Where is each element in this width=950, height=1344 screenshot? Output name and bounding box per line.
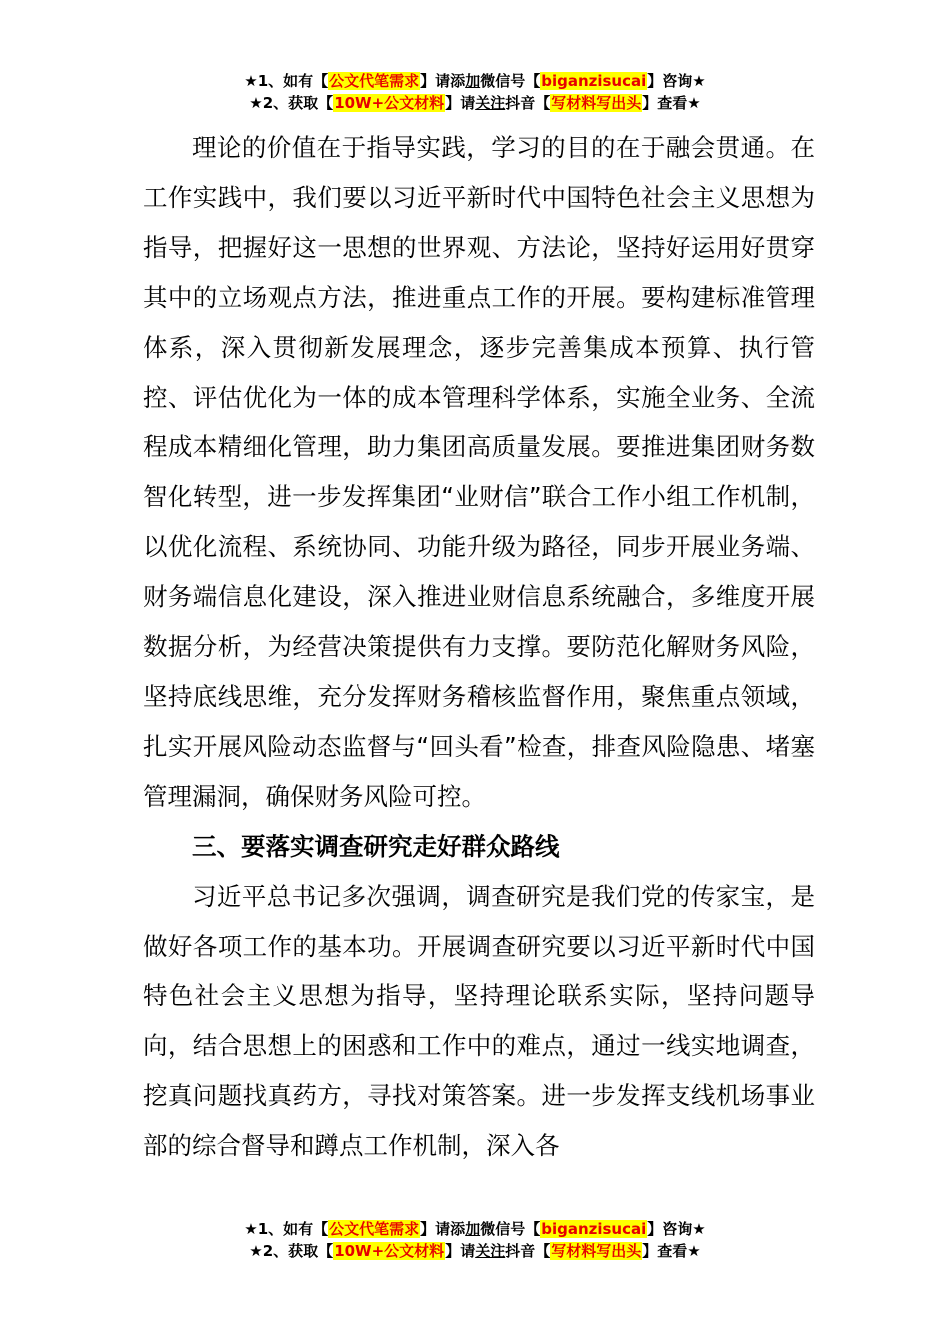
banner-text: ★2、获取【 [249,94,334,112]
banner-text: 】请 [445,94,476,112]
banner-text: ★2、获取【 [249,1242,334,1260]
banner-line-2 [0,1240,950,1262]
banner-text: 抖音【 [505,94,551,112]
banner-text: ★1、如有【 [244,72,329,90]
banner-line-1 [0,70,950,92]
highlight-text: 公文代笔需求 [329,72,420,90]
highlight-text: 写材料写出头 [551,1242,642,1260]
highlight-text: biganzisucai [541,1220,647,1238]
body-paragraph: 理论的价值在于指导实践，学习的目的在于融会贯通。在工作实践中，我们要以习近平新时代中国特色社会主义思想为指导，把握好这一思想的世界观、方法论，坚持好运用好贯穿其中的立场观点方法，推进重点工作的开展。要构建标准管理体系，深入贯彻新发展理念，逐步完善集成本预算、执行管控、评估优化为一体的成本管理科学体系，实施全业务、全流程成本精细化管理，助力集团高质量发展。要推进集团财务数智化转型，进一步发挥集团“业财信”联合工作小组工作机制，以优化流程、系统协同、功能升级为路径，同步开展业务端、财务端信息化建设，深入推进业财信息系统融合，多维度开展数据分析，为经营决策提供有力支撑。要防范化解财务风险，坚持底线思维，充分发挥财务稽核监督作用，聚焦重点领域，扎实开展风险动态监督与“回头看”检查，排查风险隐患、堵塞管理漏洞，确保财务风险可控。 [143,133,815,811]
banner-text: 】咨询★ [647,72,706,90]
section-heading: 三、要落实调查研究走好群众路线 [192,831,560,861]
banner-text: 微信号【 [480,1220,541,1238]
underlined-text: 关注 [475,1242,506,1260]
banner-text: 微信号【 [480,72,541,90]
highlight-text: 写材料写出头 [551,94,642,112]
banner-text: 】咨询★ [647,1220,706,1238]
header-banner [0,70,950,114]
document-body [143,123,815,1171]
underlined-text: 加 [465,72,481,90]
footer-banner [0,1218,950,1262]
underlined-text: 关注 [475,94,506,112]
banner-line-2 [0,92,950,114]
banner-text: 抖音【 [505,1242,551,1260]
banner-text: 】请添 [420,1220,466,1238]
banner-text: 】请 [445,1242,476,1260]
body-paragraph: 习近平总书记多次强调，调查研究是我们党的传家宝，是做好各项工作的基本功。开展调查研究要以习近平新时代中国特色社会主义思想为指导，坚持理论联系实际，坚持问题导向，结合思想上的困惑和工作中的难点，通过一线实地调查，挖真问题找真药方，寻找对策答案。进一步发挥支线机场事业部的综合督导和蹲点工作机制，深入各 [143,881,815,1161]
banner-text: ★1、如有【 [244,1220,329,1238]
highlight-text: 公文代笔需求 [329,1220,420,1238]
banner-text: 】请添 [420,72,466,90]
banner-text: 】查看★ [642,1242,701,1260]
banner-text: 】查看★ [642,94,701,112]
banner-line-1 [0,1218,950,1240]
highlight-text: 10W+公文材料 [334,1242,445,1260]
highlight-text: 10W+公文材料 [334,94,445,112]
underlined-text: 加 [465,1220,481,1238]
highlight-text: biganzisucai [541,72,647,90]
